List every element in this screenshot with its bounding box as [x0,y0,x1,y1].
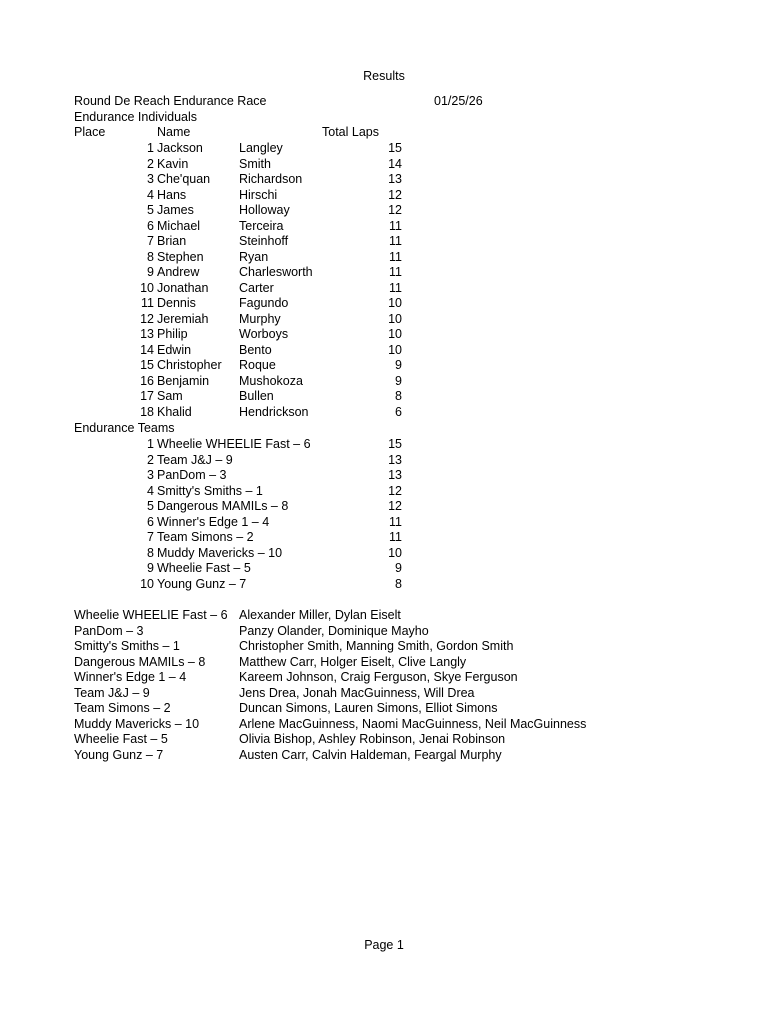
laps-cell: 15 [388,141,402,155]
first-name-cell: Andrew [157,265,200,279]
list-item [0,655,768,671]
roster-members: Olivia Bishop, Ashley Robinson, Jenai Robinson [239,732,506,746]
roster-members: Duncan Simons, Lauren Simons, Elliot Simons [239,701,498,715]
list-item [0,639,768,655]
first-name-cell: Khalid [157,404,192,419]
place-cell: 1 [147,141,154,155]
roster-members: Jens Drea, Jonah MacGuinness, Will Drea [239,685,475,700]
laps-cell: 10 [388,311,402,326]
place-cell: 12 [140,311,154,326]
last-name-cell: Hirschi [239,187,278,202]
list-item [0,717,768,733]
roster-team-name: Dangerous MAMILs – 8 [74,654,206,669]
list-item [0,748,768,764]
team-name-cell: Wheelie WHEELIE Fast – 6 [157,437,311,451]
first-name-cell: Brian [157,234,187,248]
place-cell: 4 [147,483,154,498]
laps-cell: 11 [389,249,402,264]
page-number: Page 1 [364,938,404,952]
first-name-cell: Philip [157,327,188,341]
last-name-cell: Bullen [239,389,274,403]
roster-team-name: Smitty's Smiths – 1 [74,639,180,653]
place-cell: 9 [147,265,154,279]
laps-cell: 10 [388,342,402,357]
team-name-cell: Winner's Edge 1 – 4 [157,514,270,529]
last-name-cell: Holloway [239,203,290,217]
table-row [0,389,768,405]
list-item [0,670,768,686]
list-item [0,701,768,717]
place-cell: 9 [147,561,154,575]
laps-cell: 12 [388,499,402,513]
team-name-cell: Smitty's Smiths – 1 [157,483,263,498]
roster-team-name: Muddy Mavericks – 10 [74,716,200,731]
table-row [0,405,768,421]
laps-cell: 11 [389,265,402,279]
table-row [0,577,768,593]
table-row [0,453,768,469]
laps-cell: 11 [389,218,402,233]
team-name-cell: PanDom – 3 [157,468,227,482]
place-cell: 14 [140,342,154,357]
place-cell: 5 [147,203,154,217]
roster-members: Panzy Olander, Dominique Mayho [239,623,429,638]
table-row [0,312,768,328]
list-item [0,686,768,702]
table-row [0,515,768,531]
team-name-cell: Muddy Mavericks – 10 [157,545,283,560]
place-cell: 2 [147,452,154,467]
laps-cell: 10 [388,545,402,560]
first-name-cell: Hans [157,187,187,202]
col-header-laps: Total Laps [322,125,379,139]
table-row [0,343,768,359]
table-row [0,265,768,281]
table-row [0,437,768,453]
place-cell: 3 [147,172,154,186]
table-row [0,296,768,312]
place-cell: 17 [140,389,154,403]
first-name-cell: Christopher [157,358,222,372]
list-item [0,608,768,624]
first-name-cell: Jonathan [157,280,209,295]
table-row [0,219,768,235]
roster-team-name: Young Gunz – 7 [74,747,164,762]
roster-members: Christopher Smith, Manning Smith, Gordon Smith [239,639,514,653]
first-name-cell: Jackson [157,141,203,155]
roster-team-name: PanDom – 3 [74,623,144,638]
laps-cell: 11 [389,234,402,248]
laps-cell: 9 [395,373,402,388]
last-name-cell: Fagundo [239,296,289,310]
team-name-cell: Dangerous MAMILs – 8 [157,499,289,513]
place-cell: 3 [147,468,154,482]
place-cell: 5 [147,499,154,513]
place-cell: 10 [140,280,154,295]
place-cell: 8 [147,545,154,560]
laps-cell: 8 [395,576,402,591]
table-row [0,358,768,374]
last-name-cell: Bento [239,342,272,357]
place-cell: 13 [140,327,154,341]
table-row [0,374,768,390]
roster-members: Kareem Johnson, Craig Ferguson, Skye Ferguson [239,670,518,684]
race-date: 01/25/26 [434,94,483,108]
table-row [0,157,768,173]
race-name: Round De Reach Endurance Race [74,94,267,108]
laps-cell: 10 [388,296,402,310]
page-title: Results [363,69,405,83]
roster-members: Matthew Carr, Holger Eiselt, Clive Langly [239,654,467,669]
table-row [0,546,768,562]
place-cell: 11 [141,296,154,310]
last-name-cell: Charlesworth [239,265,313,279]
laps-cell: 14 [388,156,402,171]
table-row [0,234,768,250]
place-cell: 16 [140,373,154,388]
place-cell: 15 [140,358,154,372]
first-name-cell: Jeremiah [157,311,209,326]
laps-cell: 9 [395,561,402,575]
table-row [0,188,768,204]
last-name-cell: Carter [239,280,274,295]
last-name-cell: Roque [239,358,276,372]
last-name-cell: Hendrickson [239,404,309,419]
laps-cell: 12 [388,203,402,217]
place-cell: 2 [147,156,154,171]
laps-cell: 12 [388,483,402,498]
place-cell: 4 [147,187,154,202]
laps-cell: 12 [388,187,402,202]
table-row [0,172,768,188]
laps-cell: 13 [388,452,402,467]
laps-cell: 15 [388,437,402,451]
roster-members: Austen Carr, Calvin Haldeman, Feargal Murphy [239,747,502,762]
table-row [0,530,768,546]
table-row [0,327,768,343]
last-name-cell: Mushokoza [239,373,303,388]
place-cell: 7 [147,530,154,544]
first-name-cell: Michael [157,218,201,233]
first-name-cell: Stephen [157,249,204,264]
individuals-section-title: Endurance Individuals [74,110,197,124]
team-name-cell: Wheelie Fast – 5 [157,561,251,575]
teams-section-title: Endurance Teams [74,421,175,435]
last-name-cell: Richardson [239,172,303,186]
first-name-cell: Kavin [157,156,189,171]
place-cell: 1 [147,437,154,451]
laps-cell: 9 [395,358,402,372]
list-item [0,732,768,748]
first-name-cell: James [157,203,194,217]
roster-team-name: Winner's Edge 1 – 4 [74,670,187,684]
first-name-cell: Dennis [157,296,196,310]
roster-team-name: Wheelie WHEELIE Fast – 6 [74,608,228,622]
laps-cell: 6 [395,404,402,419]
laps-cell: 10 [388,327,402,341]
first-name-cell: Sam [157,389,183,403]
laps-cell: 11 [389,530,402,544]
roster-team-name: Team Simons – 2 [74,701,171,715]
last-name-cell: Smith [239,156,271,171]
col-header-place: Place [74,125,106,139]
first-name-cell: Edwin [157,342,192,357]
table-row [0,468,768,484]
laps-cell: 11 [389,280,402,295]
place-cell: 10 [140,576,154,591]
last-name-cell: Murphy [239,311,281,326]
place-cell: 6 [147,514,154,529]
team-name-cell: Young Gunz – 7 [157,576,247,591]
table-row [0,141,768,157]
table-row [0,281,768,297]
laps-cell: 13 [388,172,402,186]
table-row [0,484,768,500]
laps-cell: 11 [389,514,402,529]
place-cell: 8 [147,249,154,264]
place-cell: 7 [147,234,154,248]
last-name-cell: Ryan [239,249,269,264]
last-name-cell: Steinhoff [239,234,289,248]
team-name-cell: Team Simons – 2 [157,530,254,544]
list-item [0,624,768,640]
roster-team-name: Team J&J – 9 [74,685,150,700]
laps-cell: 13 [388,468,402,482]
table-row [0,250,768,266]
table-row [0,203,768,219]
first-name-cell: Che'quan [157,172,211,186]
place-cell: 6 [147,218,154,233]
col-header-name: Name [157,125,191,139]
last-name-cell: Terceira [239,218,284,233]
first-name-cell: Benjamin [157,373,210,388]
place-cell: 18 [140,404,154,419]
roster-members: Alexander Miller, Dylan Eiselt [239,608,401,622]
roster-team-name: Wheelie Fast – 5 [74,732,168,746]
team-name-cell: Team J&J – 9 [157,452,233,467]
last-name-cell: Worboys [239,327,289,341]
laps-cell: 8 [395,389,402,403]
table-row [0,499,768,515]
last-name-cell: Langley [239,141,283,155]
roster-members: Arlene MacGuinness, Naomi MacGuinness, Neil MacGuinness [239,716,587,731]
table-row [0,561,768,577]
